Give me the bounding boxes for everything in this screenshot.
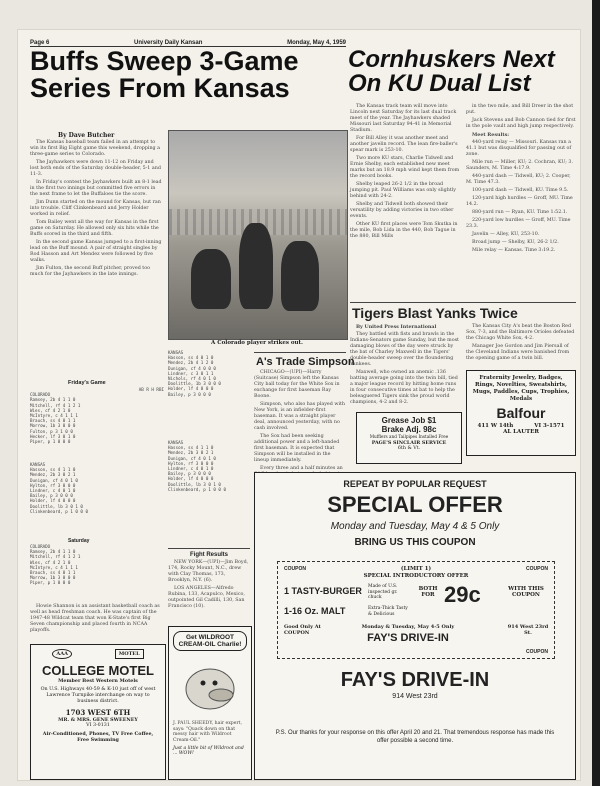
coupon-price: 29c — [444, 582, 481, 607]
divider — [168, 548, 250, 549]
grease-price: Grease Job $1 — [381, 416, 437, 425]
story-paragraph: Jack Stevens and Bob Cannon tied for first in the pole vault and high jump respectively. — [466, 118, 576, 129]
offer-days: Monday and Tuesday, May 4 & 5 Only — [330, 521, 500, 532]
wildroot-footer: Just a little bit of Wildroot and ... WOW! — [173, 746, 244, 757]
story-paragraph: LOS ANGELES—Alfredo Rubina, 133, Acapulco, Mexico, outpointed Gil Cadilli, 130, San Francisco (10). — [168, 586, 245, 609]
story-paragraph: The Kansas track team will move into Lincoln next Saturday for its last dual track meet of the year. The Jayhawkers shaded Missouri last Saturday 94-41 in Memorial Stadium. — [350, 104, 457, 133]
photo-caption: A Colorado player strikes out. — [211, 340, 303, 346]
box-line: Brauch, ss 4 0 1 1 — [30, 418, 76, 424]
box-line: Clinkenbeard, p 1 0 0 0 — [168, 486, 226, 492]
box-line: Ramsey, 2b 4 1 1 0 — [30, 397, 76, 403]
sinclair-address: 6th & Vt. — [397, 446, 421, 451]
result-line: Broad jump — Shelby, KU, 26-2 1/2. — [472, 240, 559, 245]
story-paragraph: The Sox had been seeking additional power and a left-handed first baseman. It is expected that Simpson will be installed in the lineup immediately. — [254, 434, 340, 463]
box-line: Bailey, p 3 0 0 0 — [30, 493, 73, 499]
story-paragraph: In the second game Kansas jumped to a first-inning lead on the Buff mound. A pair of straight singles by Rod Hasson and Art Mendez were followed by five walks. — [30, 240, 162, 263]
with-coupon: WITH THIS COUPON — [508, 586, 544, 598]
story-paragraph: NEW YORK—(UPI)—Jim Boyd, 174, Rocky Mount, N.C., drew with Clay Thomas, 173, Brooklyn, N.Y. (6). — [168, 560, 249, 583]
box-line: Mendez, 2b 3 0 2 1 — [168, 450, 214, 456]
duck-illustration — [169, 655, 251, 717]
masthead — [30, 30, 346, 47]
wildroot-headline: Get WILDROOT CREAM-OIL Charlie! — [173, 631, 247, 651]
motel-owners: MR. & MRS. GENE SWEENEY — [58, 717, 138, 723]
burger-desc: Made of U.S. inspected gr. chuck — [368, 584, 398, 600]
box-line: COLORADO — [30, 544, 51, 549]
page-number: Page 6 — [30, 40, 50, 46]
box-line: Clinkenbeard, p 1 0 0 0 — [30, 508, 88, 514]
saturday-title: Saturday — [68, 538, 90, 544]
repeat-banner: REPEAT BY POPULAR REQUEST — [343, 479, 487, 489]
story-trade — [254, 370, 346, 474]
motel-member: Member Best Western Motels — [58, 678, 138, 684]
fight-results-title: Fight Results — [190, 552, 229, 558]
story-paragraph: Maxwell, who owned an anemic .136 batting average going into the twin bill, tied a major league record by hitting home runs in four consecutive times at bat to help the beleaguered Tigers sink the proud world champions, 4-2 and 8-2. — [350, 370, 458, 405]
headline-cornhuskers: Cornhuskers Next On KU Dual List — [348, 46, 555, 97]
coupon-item-malt: 1-16 Oz. MALT — [284, 606, 346, 616]
box-line: KANSAS — [168, 440, 184, 445]
fays-coupon[interactable] — [277, 561, 555, 659]
story-tigers-cont — [466, 324, 576, 364]
fays-special-offer-ad — [254, 472, 576, 780]
coupon-store: FAY'S DRIVE-IN — [367, 632, 449, 644]
result-line: Javelin — Alley, KU, 253-10. — [472, 232, 540, 237]
motel-address: 1703 WEST 6TH — [65, 708, 131, 717]
byline-butcher: By Dave Butcher — [58, 132, 115, 139]
friday-game-title: Friday's Game — [68, 380, 106, 386]
result-line: 440-yard dash — Tidwell, KU; 2. Cooper, M. Time 47.3. — [466, 174, 571, 185]
box-line: Ramsey, 2b 4 1 1 0 — [30, 549, 76, 555]
motel-logos — [31, 649, 165, 659]
fays-address: 914 West 23rd — [392, 693, 438, 700]
fight-results — [168, 560, 250, 622]
box-line: Nichols, rf 4 0 1 0 — [168, 376, 216, 382]
bring-coupon: BRING US THIS COUPON — [354, 537, 476, 548]
baseball-photo — [168, 130, 348, 340]
malt-desc: Extra-Thick Tasty & Delicious — [368, 606, 408, 617]
meet-results — [466, 104, 576, 300]
box-line: Holder, lf 4 0 0 0 — [30, 498, 76, 504]
box-line: Doolittle, 1b 3 0 0 0 — [168, 381, 221, 387]
divider — [350, 302, 576, 303]
story-paragraph: Simpson, who also has played with New York, is an infielder-first baseman. It was a straight player deal, announced yesterday, with no cash involved. — [254, 402, 346, 431]
balfour-ad — [466, 370, 576, 456]
box-line: Lindner, c 4 0 1 0 — [168, 466, 214, 472]
sinclair-service-ad — [356, 412, 462, 464]
story-paragraph: Tom Bailey went all the way for Kansas in the first game on Saturday. He allowed only six hits while the Buffs scored in the third and fifth. — [30, 220, 159, 237]
motel-name: COLLEGE MOTEL — [42, 663, 154, 678]
coupon-label-right: COUPON — [526, 566, 548, 572]
box-line: Fulton, p 3 1 0 0 — [30, 428, 73, 434]
newspaper-page — [18, 30, 580, 780]
special-offer-heading: SPECIAL OFFER — [327, 492, 503, 517]
tigers-byline: By United Press International — [356, 324, 437, 330]
balfour-name: Balfour — [496, 405, 546, 421]
coupon-address: 914 West 23rd St. — [507, 624, 549, 636]
boxscore-colorado — [30, 387, 164, 457]
box-line: Bailey, p 3 0 0 0 — [168, 391, 211, 397]
howie-shannon-note — [30, 604, 164, 640]
boxscore-kansas-mid — [168, 350, 250, 436]
story-paragraph: Shelby and Tidwell both showed their versatility by adding victories in two other events. — [350, 202, 454, 219]
box-line: Hasson, ss 4 1 1 0 — [168, 445, 214, 451]
story-tigers — [350, 324, 460, 410]
story-paragraph: For Bill Alley it was another meet and another javelin record. The lean fire-baller's spear mark is 253-10. — [350, 136, 458, 153]
box-line: Hylton, rf 3 0 0 0 — [168, 460, 214, 466]
divider — [254, 352, 346, 353]
story-paragraph: The Jayhawkers were down 11-12 on Friday and lost both ends of the Saturday double-header, 5-1 and 11-3. — [30, 160, 161, 177]
thanks-note: P.S. Our thanks for your response on this offer April 20 and 21. That tremendous response has made this offer possible a second time. — [275, 730, 555, 744]
college-motel-ad — [30, 644, 166, 780]
box-line: Dunigan, cf 4 0 0 0 — [168, 365, 216, 371]
headline-buffs: Buffs Sweep 3-Game Series From Kansas — [30, 46, 299, 103]
story-paragraph: in the two mile, and Bill Dreer in the shot put. — [466, 104, 574, 115]
box-line: Dunigan, cf 4 0 1 0 — [168, 455, 216, 461]
box-line: Holder, lf 4 0 0 0 — [168, 476, 214, 482]
motel-directions: On U.S. Highways 40-59 & K-10 just off of west Lawrence Turnpike interchange on way to business district. — [40, 687, 156, 704]
story-paragraph: Other KU first places were Tom Skutka in the mile, Bob Lida in the 440, Bob Tague in the 880, Bill Mills — [350, 222, 458, 239]
box-line: Piper, p 1 0 0 0 — [30, 439, 71, 445]
balfour-address: 411 W 14th — [477, 423, 514, 429]
story-paragraph: Jim Fulton, the second Buff pitcher, proved too much for the Jayhawkers in the late innings. — [30, 266, 150, 277]
meet-results-title: Meet Results: — [472, 132, 510, 138]
result-line: 220-yard low hurdles — Groff, MU. Time 23.3. — [466, 218, 571, 229]
wildroot-ad — [168, 626, 252, 780]
coupon-dates: Monday & Tuesday, May 4-5 Only — [361, 624, 455, 630]
story-paragraph: Two more KU stars, Charlie Tidwell and Ernie Shelby, each established new meet marks but an 18.9 mph wind kept them from the record books. — [350, 156, 460, 179]
box-line: KANSAS — [168, 350, 184, 355]
result-line: 440-yard relay — Missouri. Kansas ran a 41.1 but was disqualified for passing out of zone. — [466, 140, 572, 157]
motel-amenities: Air-Conditioned, Phones, TV Free Coffee, Free Swimming — [42, 731, 154, 743]
box-line: Mendez, 2b 4 1 2 0 — [168, 360, 214, 366]
paper-name: University Daily Kansan — [134, 40, 203, 46]
box-header: AB R H RBI — [138, 387, 164, 392]
story-paragraph: In Friday's contest the Jayhawkers built an 8-1 lead in the first two innings but committed five errors in the next frame to let the Buffaloes tie the score. — [30, 180, 162, 197]
result-line: 120-yard high hurdles — Groff, MU. Time 14.2. — [466, 196, 573, 207]
coupon-limit: (LIMIT 1) — [400, 566, 432, 572]
story-paragraph: The Kansas baseball team failed in an attempt to win its first Big Eight game this weekend, dropping a three-game series to Colorado. — [30, 140, 161, 157]
balfour-phone: VI 3-1571 — [534, 423, 565, 429]
box-line: Hasson, ss 4 1 1 0 — [30, 467, 76, 473]
box-line: Morrow, 1b 3 0 0 0 — [30, 575, 76, 581]
story-cornhuskers — [350, 104, 460, 300]
motel-logo: MOTEL — [115, 649, 144, 659]
story-paragraph: Manager Joe Gordon and Jim Piersall of the Cleveland Indians were banished from the opening game of a twin bill. — [466, 344, 570, 361]
story-paragraph: Shelby leaped 26-2 1/2 in the broad jumping pit. Paul Williams was only slightly behind with 24-2. — [350, 182, 456, 199]
box-line: Doolittle, lb 3 0 1 0 — [30, 503, 83, 509]
good-only: Good Only At COUPON — [284, 624, 321, 636]
balfour-contact: AL LAUTER — [503, 429, 539, 435]
box-line: McIntyre, c 4 1 1 1 — [30, 564, 78, 570]
box-line: Bailey, p 3 0 0 0 — [168, 471, 211, 477]
coupon-item-burger: 1 TASTY-BURGER — [284, 586, 362, 596]
result-line: 100-yard dash — Tidwell, KU. Time 9.5. — [472, 188, 569, 193]
aaa-logo: AAA — [52, 649, 72, 659]
box-line: Brauch, ss 4 0 1 1 — [30, 570, 76, 576]
sinclair-name: PAGE'S SINCLAIR SERVICE — [371, 440, 447, 446]
box-line: Hylton, rf 3 0 0 0 — [30, 482, 76, 488]
boxscore-kansas-mid-2 — [168, 440, 250, 544]
story-buffs — [30, 140, 164, 368]
story-paragraph: CHICAGO—(UPI)—Harry (Suitcase) Simpson left the Kansas City ball today for the White Sox in exchange for first baseman Ray Boone. — [254, 370, 340, 399]
box-line: Piper, p 1 0 0 0 — [30, 580, 71, 586]
issue-date: Monday, May 4, 1959 — [287, 40, 346, 46]
box-line: McIntyre, c 4 1 1 1 — [30, 413, 78, 419]
story-paragraph: Howie Shannon is an assistant basketball coach as well as head freshman coach. He was captain of the 1947-48 Wildcat team that won K-State's first Big Seven championship and placed fourth in NCAA playoffs. — [30, 604, 160, 633]
fays-name: FAY'S DRIVE-IN — [340, 669, 490, 691]
box-line: Hecker, lf 3 0 1 0 — [30, 433, 76, 439]
story-paragraph: Jim Dunn started on the mound for Kansas, but ran into trouble. Cliff Clinkenbeard and Jerry Holder worked in relief. — [30, 200, 161, 217]
box-line: Wies, cf 4 2 1 0 — [30, 559, 71, 565]
headline-trade: A's Trade Simpson — [256, 356, 355, 368]
coupon-intro: SPECIAL INTRODUCTORY OFFER — [363, 573, 469, 579]
photo-batter — [239, 223, 273, 309]
box-line: Mitchell, rf 4 1 2 1 — [30, 554, 81, 560]
box-line: Mendez, 2b 3 0 2 1 — [30, 472, 76, 478]
photo-umpire — [281, 241, 319, 311]
box-line: Lindner, c 4 0 1 0 — [30, 488, 76, 494]
box-line: Holder, lf 4 0 0 0 — [168, 386, 214, 392]
story-paragraph: The Kansas City A's beat the Boston Red Sox, 7-3, and the Baltimore Orioles defeated the Chicago White Sox, 4-2. — [466, 324, 575, 341]
box-line: Lindner, c 3 0 1 1 — [168, 370, 214, 376]
brake-price: Brake Adj. 98c — [381, 425, 437, 434]
boxscore-colorado-2 — [30, 544, 164, 600]
headline-tigers: Tigers Blast Yanks Twice — [352, 305, 518, 321]
photo-catcher — [191, 249, 231, 309]
box-line: Doolittle, lb 3 0 1 0 — [168, 481, 221, 487]
box-line: Hasson, ss 4 0 1 0 — [168, 355, 214, 361]
box-line: Dunigan, cf 4 0 1 0 — [30, 477, 78, 483]
coupon-label: COUPON — [284, 566, 306, 572]
balfour-items: Fraternity Jewelry, Badges, Rings, Novelties, Sweatshirts, Mugs, Paddles, Cups, Trophies, Medals — [472, 375, 570, 402]
box-line: KANSAS — [30, 462, 46, 467]
story-paragraph: They battled with fists and brawls in the Indians-Senators game Sunday, but the most damaging blows of the day were struck by the bat of Charley Maxwell in the Tigers' double-header sweep over the floundering Yankees. — [350, 332, 459, 367]
box-line: COLORADO — [30, 392, 51, 398]
result-line: 880-yard run — Ryan, KU. Time 1:52.1. — [472, 210, 568, 215]
wildroot-text: J. PAUL SHEEDY, hair expert, says: "Quack down on that messy hair with Wildroot Cream-Oil." — [173, 721, 242, 743]
story-paragraph: Every three and a half minutes an — [260, 466, 343, 471]
box-line: Morrow, 1b 3 0 0 0 — [30, 423, 76, 429]
box-line: Mitchell, rf 4 1 2 1 — [30, 402, 81, 408]
result-line: Mile relay — Kansas. Time 3:19.2. — [472, 248, 556, 253]
motel-phone: VI 3-0131 — [86, 723, 110, 728]
boxscore-kansas — [30, 462, 164, 536]
both-for: BOTH FOR — [418, 586, 438, 598]
coupon-footer: COUPON — [526, 649, 548, 655]
result-line: Mile run — Miller, KU; 2. Cochran, KU; 3. Saunders, M. Time 4:17.9. — [466, 160, 573, 171]
box-line: Wies, cf 4 2 1 0 — [30, 407, 71, 413]
muffler-note: Mufflers and Tailpipes Installed Free — [369, 434, 449, 439]
adjacent-page-edge — [592, 0, 600, 786]
